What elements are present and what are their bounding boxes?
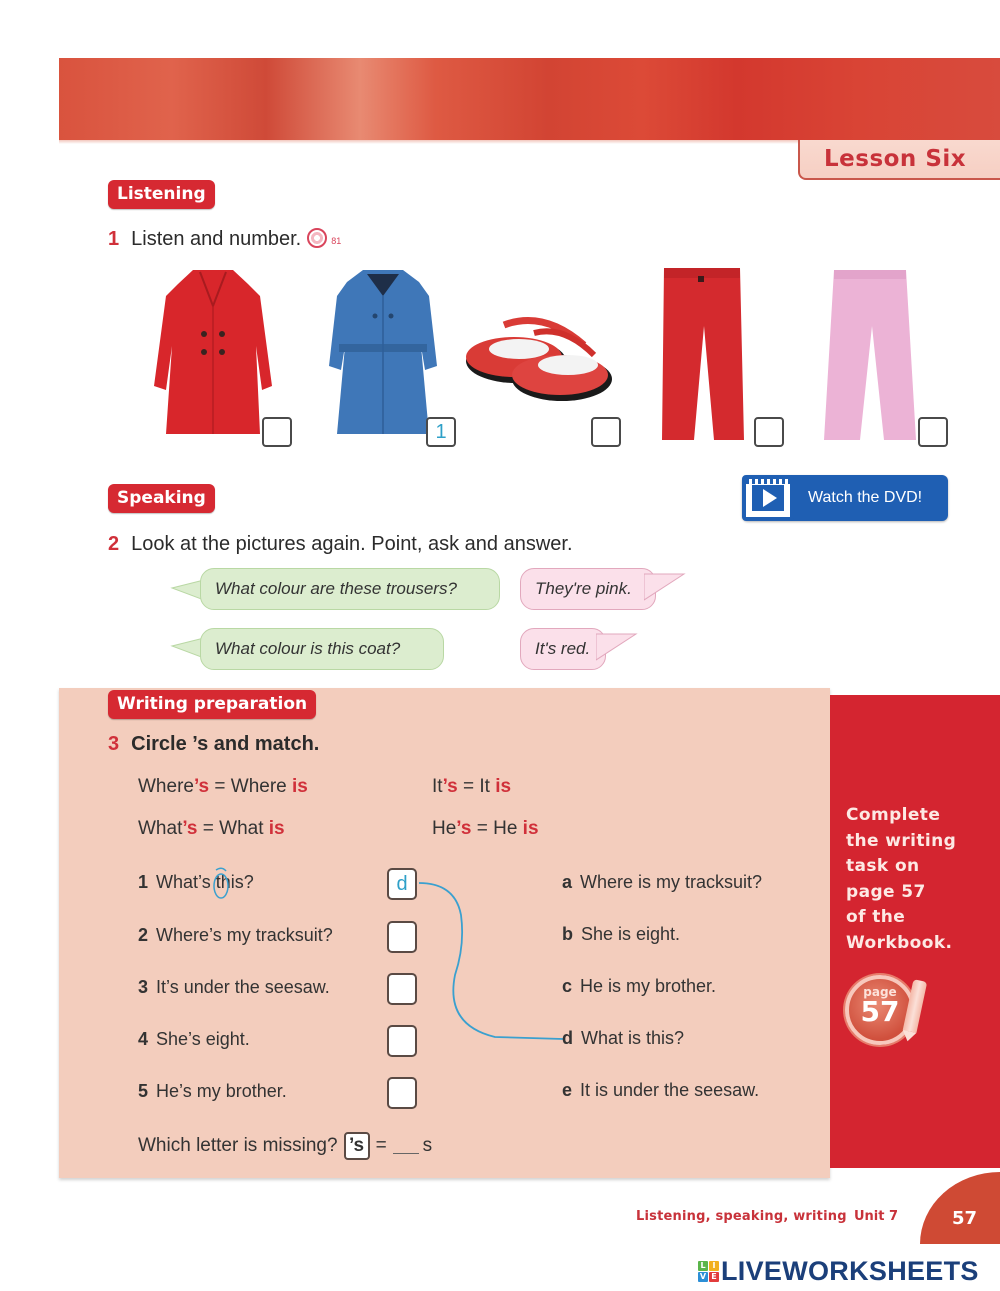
answer-box-red-shoes[interactable] [591,417,621,447]
question-1: 1 What’s this? [138,872,254,892]
header-banner [59,58,1000,140]
cd-icon[interactable] [307,228,327,248]
speech-bubble-answer-2: It's red. [520,628,606,670]
match-box-1[interactable]: d [387,868,417,900]
contraction-what: What’s = What is [138,818,285,839]
option-e: e It is under the seesaw. [562,1080,760,1100]
red-trousers-image [660,266,750,444]
match-line[interactable] [415,875,565,1050]
page-number: 57 [952,1208,978,1229]
lesson-title: Lesson Six [798,140,1000,180]
question-4: 4 She’s eight. [138,1029,250,1049]
match-box-2[interactable] [387,921,417,953]
exercise-1-title [108,228,341,251]
match-box-4[interactable] [387,1025,417,1057]
pink-trousers-image [822,266,922,444]
question-3: 3 It’s under the seesaw. [138,977,330,997]
red-coat-image [148,266,278,442]
match-box-3[interactable] [387,973,417,1005]
exercise-3-title [108,733,319,756]
workbook-note: Complete the writing task on page 57 of the Workbook. [846,805,957,953]
contraction-it: It’s = It is [432,776,512,797]
footer-unit: Unit 7 [854,1209,899,1224]
circle-annotation-icon[interactable] [208,866,234,902]
speech-bubble-question-1: What colour are these trousers? [200,568,500,610]
answer-box-red-trousers[interactable] [754,417,784,447]
exercise-number: 2 [108,533,120,555]
watch-dvd-label: Watch the DVD! [808,489,923,506]
exercise-2-title [108,533,573,556]
option-d: d What is this? [562,1028,685,1048]
match-box-5[interactable] [387,1077,417,1109]
watch-dvd-button[interactable] [742,475,948,521]
answer-box-pink-trousers[interactable] [918,417,948,447]
page-number-corner [920,1172,1000,1244]
listening-badge: Listening [108,180,215,209]
workbook-page-badge[interactable]: page 57 [845,975,915,1045]
workbook-side-panel [830,695,1000,1168]
exercise-instruction: Circle ’s and match. [131,733,320,755]
play-icon [742,475,794,521]
option-b: b She is eight. [562,924,681,944]
bubble-tail-icon [596,628,638,664]
answer-box-blue-coat[interactable]: 1 [426,417,456,447]
exercise-number: 1 [108,228,120,250]
footer-section: Listening, speaking, writing [636,1209,847,1224]
liveworksheets-text: LIVEWORKSHEETS [721,1256,979,1286]
option-c: c He is my brother. [562,976,717,996]
missing-letter-question: Which letter is missing? ’s = s [138,1132,432,1160]
exercise-number: 3 [108,733,120,755]
speech-bubble-question-2: What colour is this coat? [200,628,444,670]
exercise-instruction: Listen and number. [131,228,302,250]
liveworksheets-logo[interactable] [698,1256,979,1287]
exercise-instruction: Look at the pictures again. Point, ask and answer. [131,533,573,555]
red-shoes-image [464,305,614,405]
contraction-where: Where’s = Where is [138,776,308,797]
audio-track-number: 81 [331,236,342,246]
bubble-tail-icon [644,568,686,604]
writing-preparation-badge: Writing preparation [108,690,316,719]
contraction-he: He’s = He is [432,818,539,839]
blue-coat-image [325,266,440,442]
speech-bubble-answer-1: They're pink. [520,568,656,610]
live-grid-icon: L I V E [698,1261,719,1282]
speaking-badge: Speaking [108,484,215,513]
answer-box-red-coat[interactable] [262,417,292,447]
question-5: 5 He’s my brother. [138,1081,287,1101]
missing-letter-input[interactable] [393,1138,419,1154]
option-a: a Where is my tracksuit? [562,872,763,892]
apostrophe-s-box: ’s [344,1132,370,1160]
question-2: 2 Where’s my tracksuit? [138,925,333,945]
